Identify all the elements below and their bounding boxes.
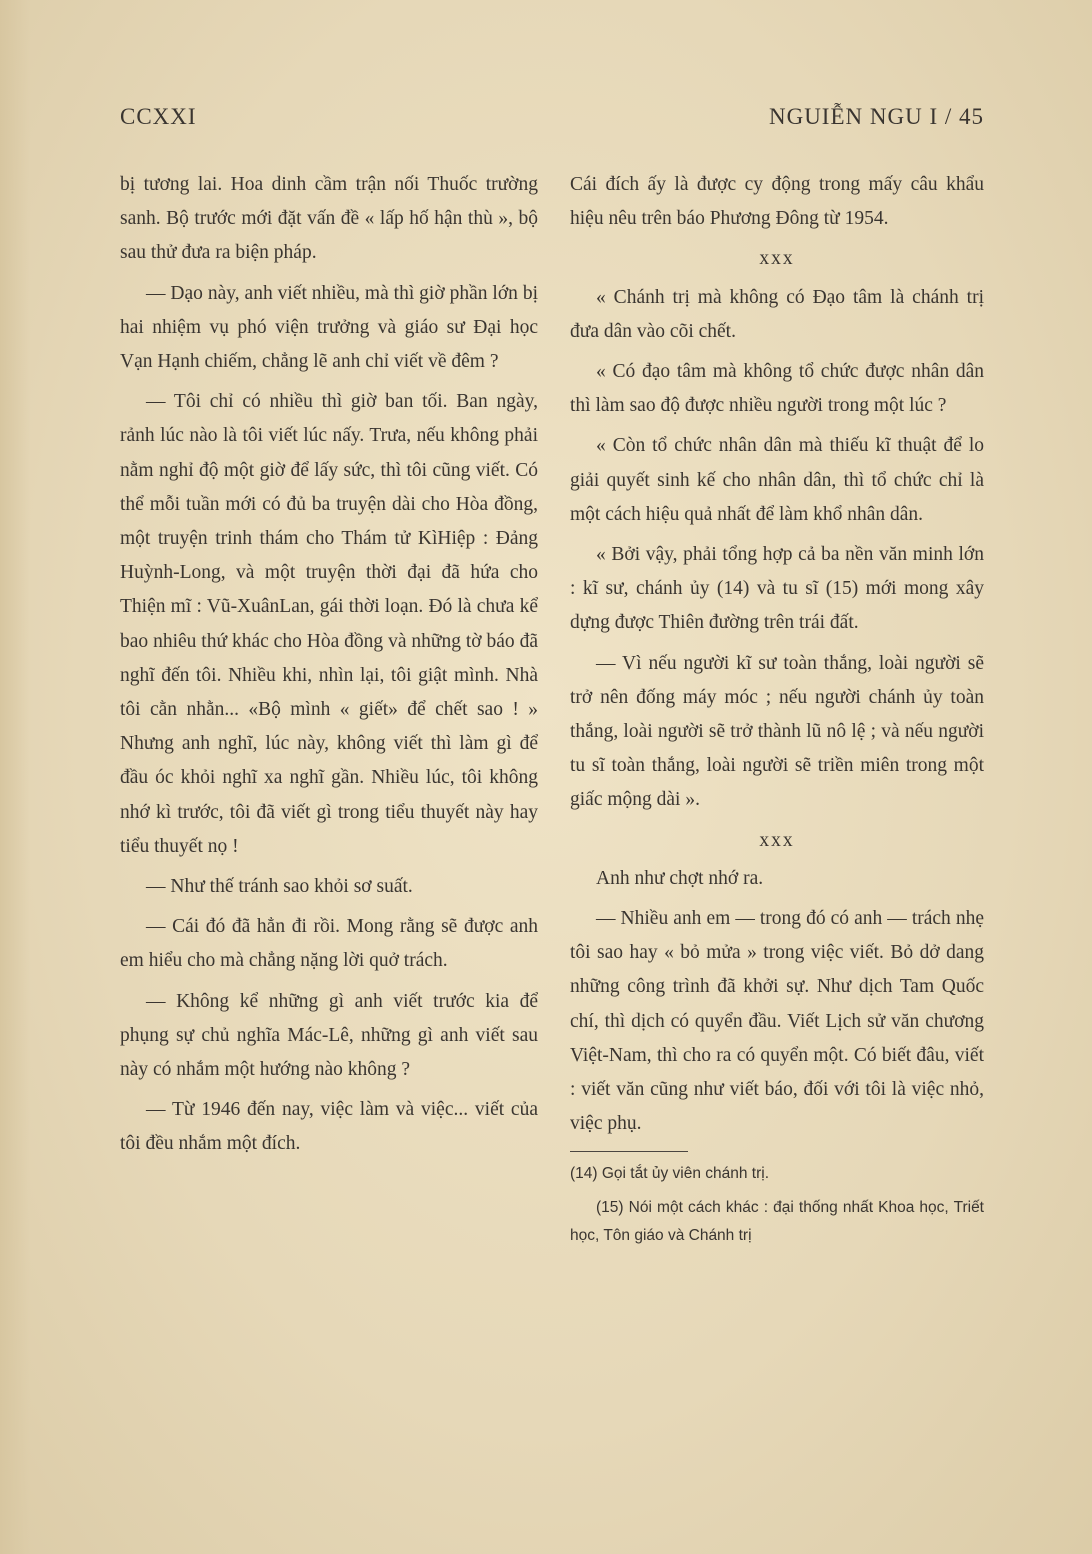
paragraph: — Không kể những gì anh viết trước kia để phụng sự chủ nghĩa Mác-Lê, những gì anh viết sau này có nhắm một hướng nào không ? bbox=[120, 990, 538, 1081]
paragraph: bị tương lai. Hoa dinh cầm trận nối Thuốc trường sanh. Bộ trước mới đặt vấn đề « lấp hố hận thù », bộ sau thử đưa ra biện pháp. bbox=[120, 174, 538, 264]
section-separator: xxx bbox=[759, 248, 795, 270]
paragraph: — Từ 1946 đến nay, việc làm và việc... viết của tôi đều nhắm một đích. bbox=[120, 1099, 538, 1155]
paragraph: — Dạo này, anh viết nhiều, mà thì giờ phần lớn bị hai nhiệm vụ phó viện trưởng và giáo sư Đại học Vạn Hạnh chiếm, chẳng lẽ anh chỉ viết về đêm ? bbox=[120, 282, 538, 373]
right-column bbox=[570, 168, 984, 1256]
quote-paragraph: « Chánh trị mà không có Đạo tâm là chánh trị đưa dân vào cõi chết. bbox=[570, 286, 984, 342]
quote-paragraph: « Có đạo tâm mà không tổ chức được nhân dân thì làm sao độ được nhiều người trong một lúc ? bbox=[570, 361, 984, 417]
running-title: NGUIỄN NGU I / 45 bbox=[768, 104, 984, 129]
footnote: (15) Nói một cách khác : đại thống nhất Khoa học, Triết học, Tôn giáo và Chánh trị bbox=[570, 1199, 984, 1245]
footnote: (14) Gọi tắt ủy viên chánh trị. bbox=[570, 1165, 770, 1183]
paragraph: Cái đích ấy là được cy động trong mấy câu khẩu hiệu nêu trên báo Phương Đông từ 1954. bbox=[570, 174, 984, 230]
paragraph: — Nhiều anh em — trong đó có anh — trách nhẹ tôi sao hay « bỏ mửa » trong việc viết. Bỏ dở dang những công trình đã khởi sự. Như dịch Tam Quốc chí, thì dịch có quyển đầu. Viết Lịch sử văn chương Việt-Nam, thì cho ra có quyển một. Có biết đâu, viết : viết văn cũng như viết báo, đối với tôi là việc nhỏ, việc phụ. bbox=[570, 908, 984, 1135]
section-separator: xxx bbox=[759, 829, 795, 851]
chapter-number: CCXXI bbox=[120, 104, 197, 129]
paragraph: — Vì nếu người kĩ sư toàn thắng, loài người sẽ trở nên đống máy móc ; nếu người chánh ủy toàn thắng, loài người sẽ trở thành lũ nô lệ ; và nếu người tu sĩ toàn thắng, loài người sẽ triền miên trong một giấc mộng dài ». bbox=[570, 652, 984, 811]
paragraph: — Cái đó đã hẳn đi rồi. Mong rằng sẽ được anh em hiểu cho mà chẳng nặng lời quở trách. bbox=[120, 916, 538, 972]
footnote-divider bbox=[570, 1151, 688, 1152]
paragraph: — Tôi chỉ có nhiều thì giờ ban tối. Ban ngày, rảnh lúc nào là tôi viết lúc nấy. Trưa, nếu không phải nằm nghỉ độ một giờ để lấy sức, thì tôi cũng viết. Có thể mỗi tuần mới có đủ ba truyện dài cho Hòa đồng, một truyện trinh thám cho Thám tử KìHiệp : Đảng Huỳnh-Long, và một truyện thời đại đã hứa cho Thiện mĩ : Vũ-XuânLan, gái thời loạn. Đó là chưa kể bao nhiêu thứ khác cho Hòa đồng và những tờ báo đã nghĩ đến tôi. Nhiều khi, nhìn lại, tôi giật mình. Nhà tôi cằn nhằn... «Bộ mình « giết» để chết sao ! » Nhưng anh nghĩ, lúc này, không viết thì làm gì để đầu óc khỏi nghĩ xa nghĩ gần. Nhiều lúc, tôi không nhớ kì trước, tôi đã viết gì trong tiểu thuyết này hay tiểu thuyết nọ ! bbox=[120, 391, 538, 857]
page-edge-shadow bbox=[0, 0, 30, 1554]
paragraph: — Như thế tránh sao khỏi sơ suất. bbox=[146, 876, 413, 898]
page-header bbox=[120, 104, 984, 138]
quote-paragraph: « Còn tổ chức nhân dân mà thiếu kĩ thuật để lo giải quyết sinh kế cho nhân dân, thì tổ chức chỉ là một cách hiệu quả nhất để làm khổ nhân dân. bbox=[570, 435, 984, 525]
left-column bbox=[120, 168, 538, 1168]
paragraph: Anh như chợt nhớ ra. bbox=[596, 867, 764, 889]
quote-paragraph: « Bởi vậy, phải tổng hợp cả ba nền văn minh lớn : kĩ sư, chánh ủy (14) và tu sĩ (15) mới mong xây dựng được Thiên đường trên trái đất. bbox=[570, 544, 984, 634]
